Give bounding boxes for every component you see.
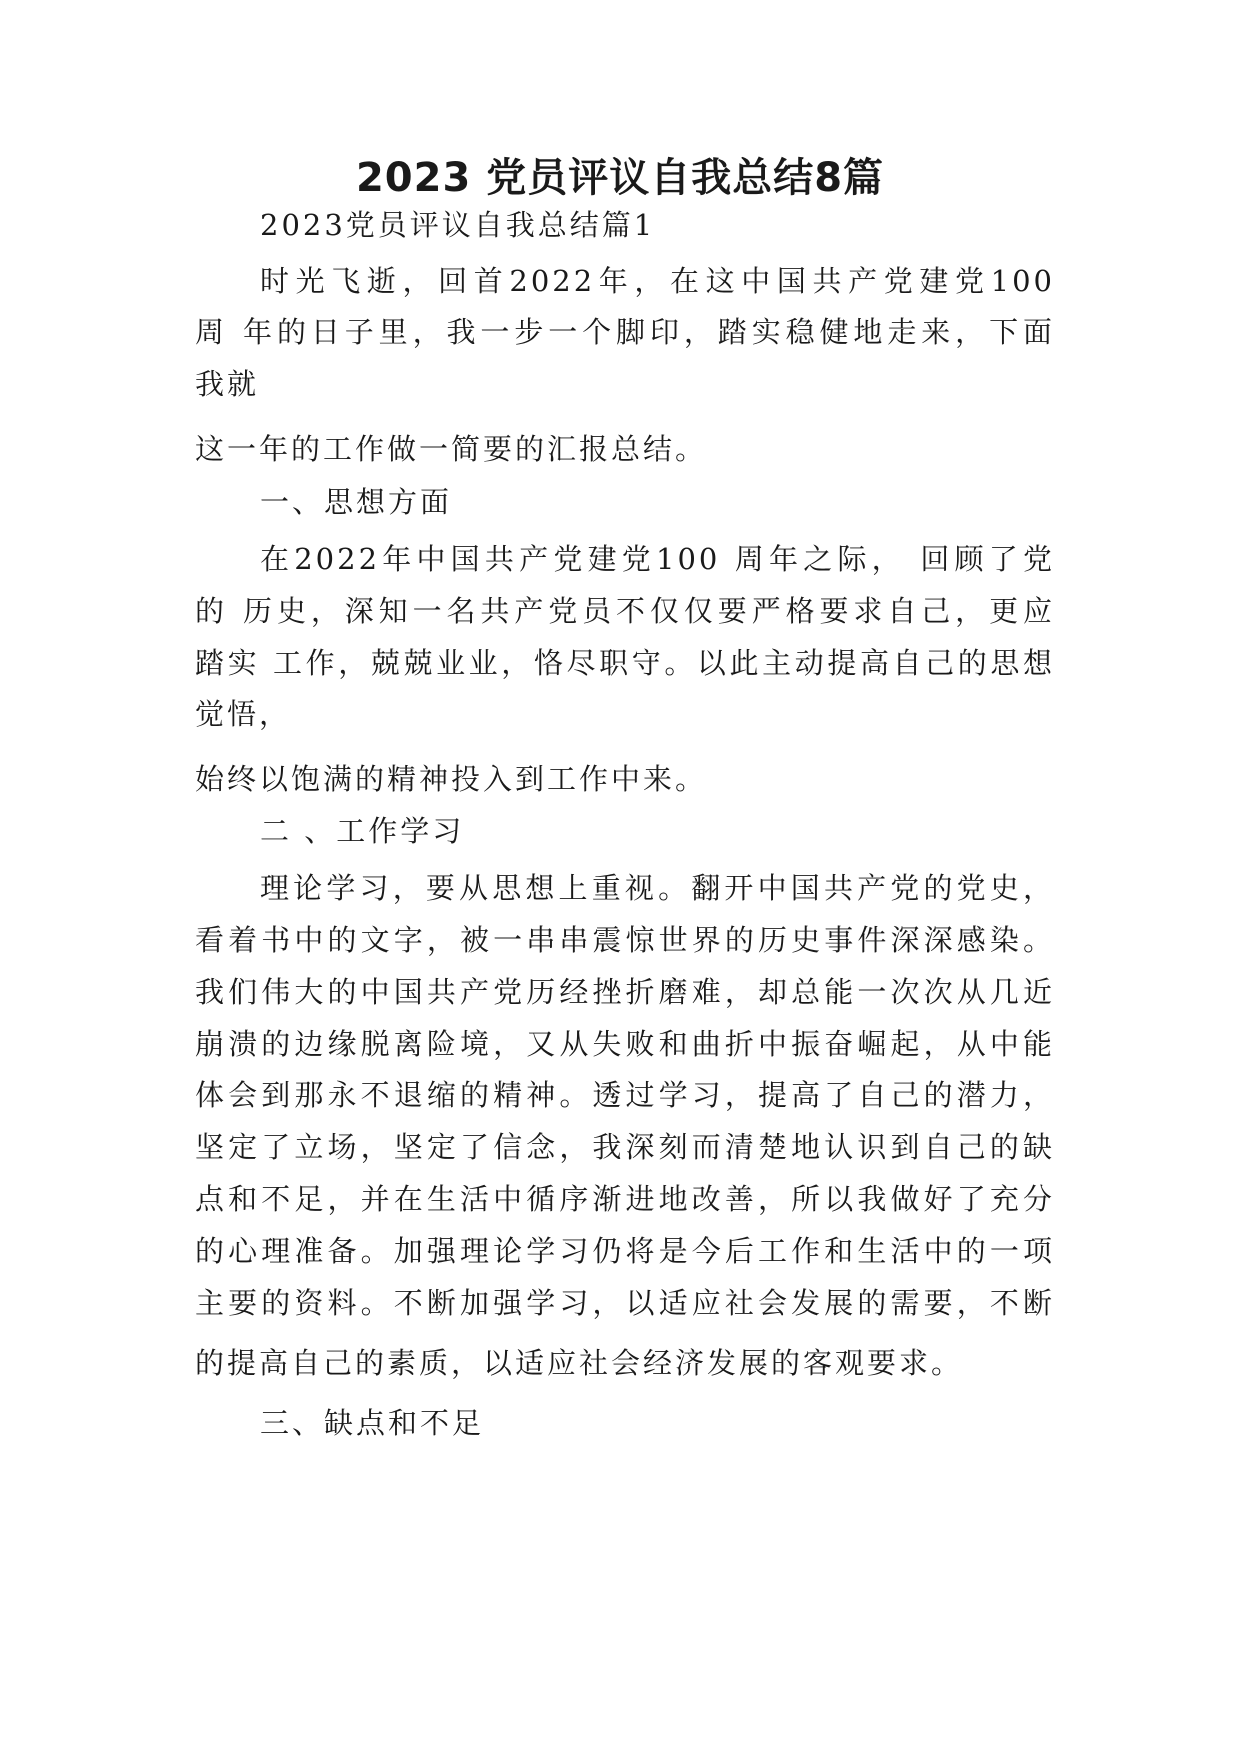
paragraph-line: 周 年的日子里，我一步一个脚印，踏实稳健地走来，下面 <box>195 315 1055 349</box>
paragraph-line: 坚定了立场，坚定了信念，我深刻而清楚地认识到自己的缺 <box>195 1130 1055 1164</box>
document-title: 2023 党员评议自我总结8篇 <box>355 155 885 201</box>
paragraph-line: 主要的资料。不断加强学习，以适应社会发展的需要，不断 <box>195 1286 1055 1320</box>
paragraph-line: 始终以饱满的精神投入到工作中来。 <box>195 762 708 796</box>
paragraph-line: 踏实 工作，兢兢业业，恪尽职守。以此主动提高自己的思想 <box>195 646 1055 680</box>
paragraph-line: 时光飞逝，回首2022年，在这中国共产党建党100 <box>260 264 1055 298</box>
paragraph-line: 点和不足，并在生活中循序渐进地改善，所以我做好了充分 <box>195 1182 1055 1216</box>
paragraph-line: 觉悟， <box>195 697 292 731</box>
section-heading: 三、缺点和不足 <box>260 1406 485 1440</box>
paragraph-line: 我就 <box>195 367 260 401</box>
paragraph-line: 这一年的工作做一简要的汇报总结。 <box>195 432 708 466</box>
paragraph-line: 的心理准备。加强理论学习仍将是今后工作和生活中的一项 <box>195 1234 1055 1268</box>
paragraph-line: 我们伟大的中国共产党历经挫折磨难，却总能一次次从几近 <box>195 975 1055 1009</box>
section-heading: 一、思想方面 <box>260 485 453 519</box>
paragraph-line: 看着书中的文字，被一串串震惊世界的历史事件深深感染。 <box>195 923 1055 957</box>
paragraph-line: 体会到那永不退缩的精神。透过学习，提高了自己的潜力， <box>195 1078 1055 1112</box>
paragraph-line: 崩溃的边缘脱离险境，又从失败和曲折中振奋崛起，从中能 <box>195 1027 1055 1061</box>
paragraph-line: 理论学习，要从思想上重视。翻开中国共产党的党史， <box>260 871 1055 905</box>
section-subtitle: 2023党员评议自我总结篇1 <box>260 208 656 242</box>
paragraph-line: 的提高自己的素质，以适应社会经济发展的客观要求。 <box>195 1346 964 1380</box>
paragraph-line: 在2022年中国共产党建党100 周年之际， 回顾了党 <box>260 542 1055 576</box>
paragraph-line: 的 历史，深知一名共产党员不仅仅要严格要求自己，更应 <box>195 594 1055 628</box>
section-heading: 二 、工作学习 <box>260 814 465 848</box>
